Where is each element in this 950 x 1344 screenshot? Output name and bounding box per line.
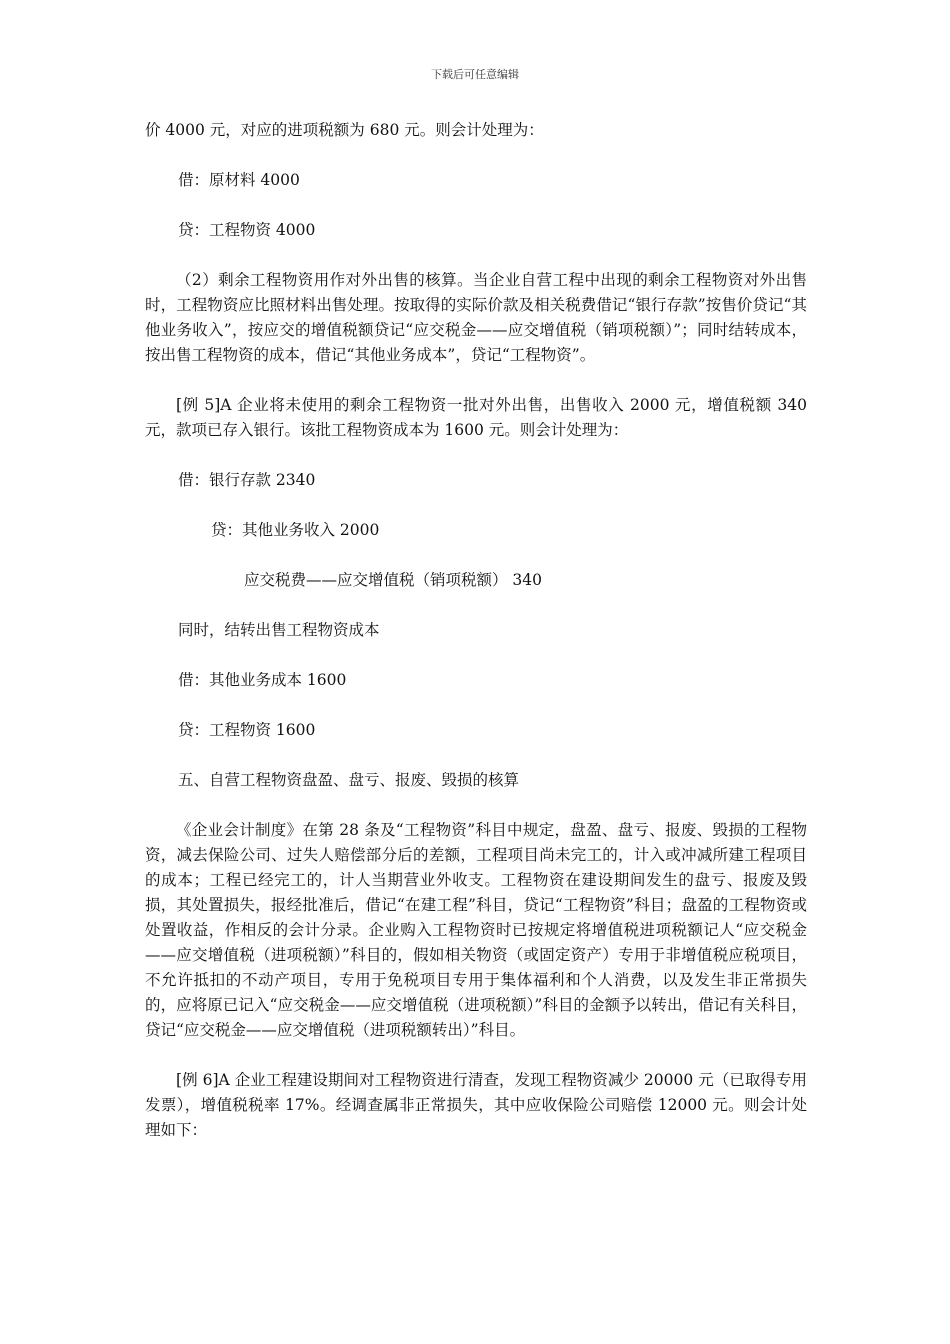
journal-entry-debit: 借：原材料 4000 [178,171,300,189]
paragraph: 价 4000 元，对应的进项税额为 680 元。则会计处理为： [145,121,544,139]
journal-entry-credit: 应交税费——应交增值税（销项税额） 340 [244,571,543,589]
page-header: 下载后可任意编辑 [431,68,519,81]
journal-note: 同时，结转出售工程物资成本 [178,621,380,639]
journal-entry-debit: 借：其他业务成本 1600 [178,671,347,689]
document-body [145,118,807,1168]
journal-entry-credit: 贷：其他业务收入 2000 [211,521,380,539]
example-paragraph: [例 6]A 企业工程建设期间对工程物资进行清查，发现工程物资减少 20000 元（已取得专用发票），增值税税率 17%。经调查属非正常损失，其中应收保险公司赔偿 12000 元。则会计处理如下： [145,1071,807,1139]
journal-entry-debit: 借：银行存款 2340 [178,471,316,489]
example-paragraph: [例 5]A 企业将未使用的剩余工程物资一批对外出售，出售收入 2000 元，增值税额 340 元，款项已存入银行。该批工程物资成本为 1600 元。则会计处理为： [145,396,807,439]
journal-entry-credit: 贷：工程物资 1600 [178,721,316,739]
journal-entry-credit: 贷：工程物资 4000 [178,221,316,239]
section-heading: 五、自营工程物资盘盈、盘亏、报废、毁损的核算 [178,771,520,789]
paragraph: 《企业会计制度》在第 28 条及“工程物资”科目中规定，盘盈、盘亏、报废、毁损的工程物资，减去保险公司、过失人赔偿部分后的差额，工程项目尚未完工的，计入或冲减所建工程项目的成本；工程已经完工的，计人当期营业外收支。工程物资在建设期间发生的盘亏、报废及毁损，其处置损失，报经批准后，借记“在建工程”科目，贷记“工程物资”科目；盘盈的工程物资或处置收益，作相反的会计分录。企业购入工程物资时已按规定将增值税进项税额记人“应交税金——应交增值税（进项税额）”科目的，假如相关物资（或固定资产）专用于非增值税应税项目，不允许抵扣的不动产项目，专用于免税项目专用于集体福利和个人消费，以及发生非正常损失的，应将原已记入“应交税金——应交增值税（进项税额）”科目的金额予以转出，借记有关科目，贷记“应交税金——应交增值税（进项税额转出）”科目。 [145,821,807,1039]
paragraph: （2）剩余工程物资用作对外出售的核算。当企业自营工程中出现的剩余工程物资对外出售时，工程物资应比照材料出售处理。按取得的实际价款及相关税费借记“银行存款”按售价贷记“其他业务收入”，按应交的增值税额贷记“应交税金——应交增值税（销项税额）”；同时结转成本，按出售工程物资的成本，借记“其他业务成本”，贷记“工程物资”。 [145,271,807,364]
